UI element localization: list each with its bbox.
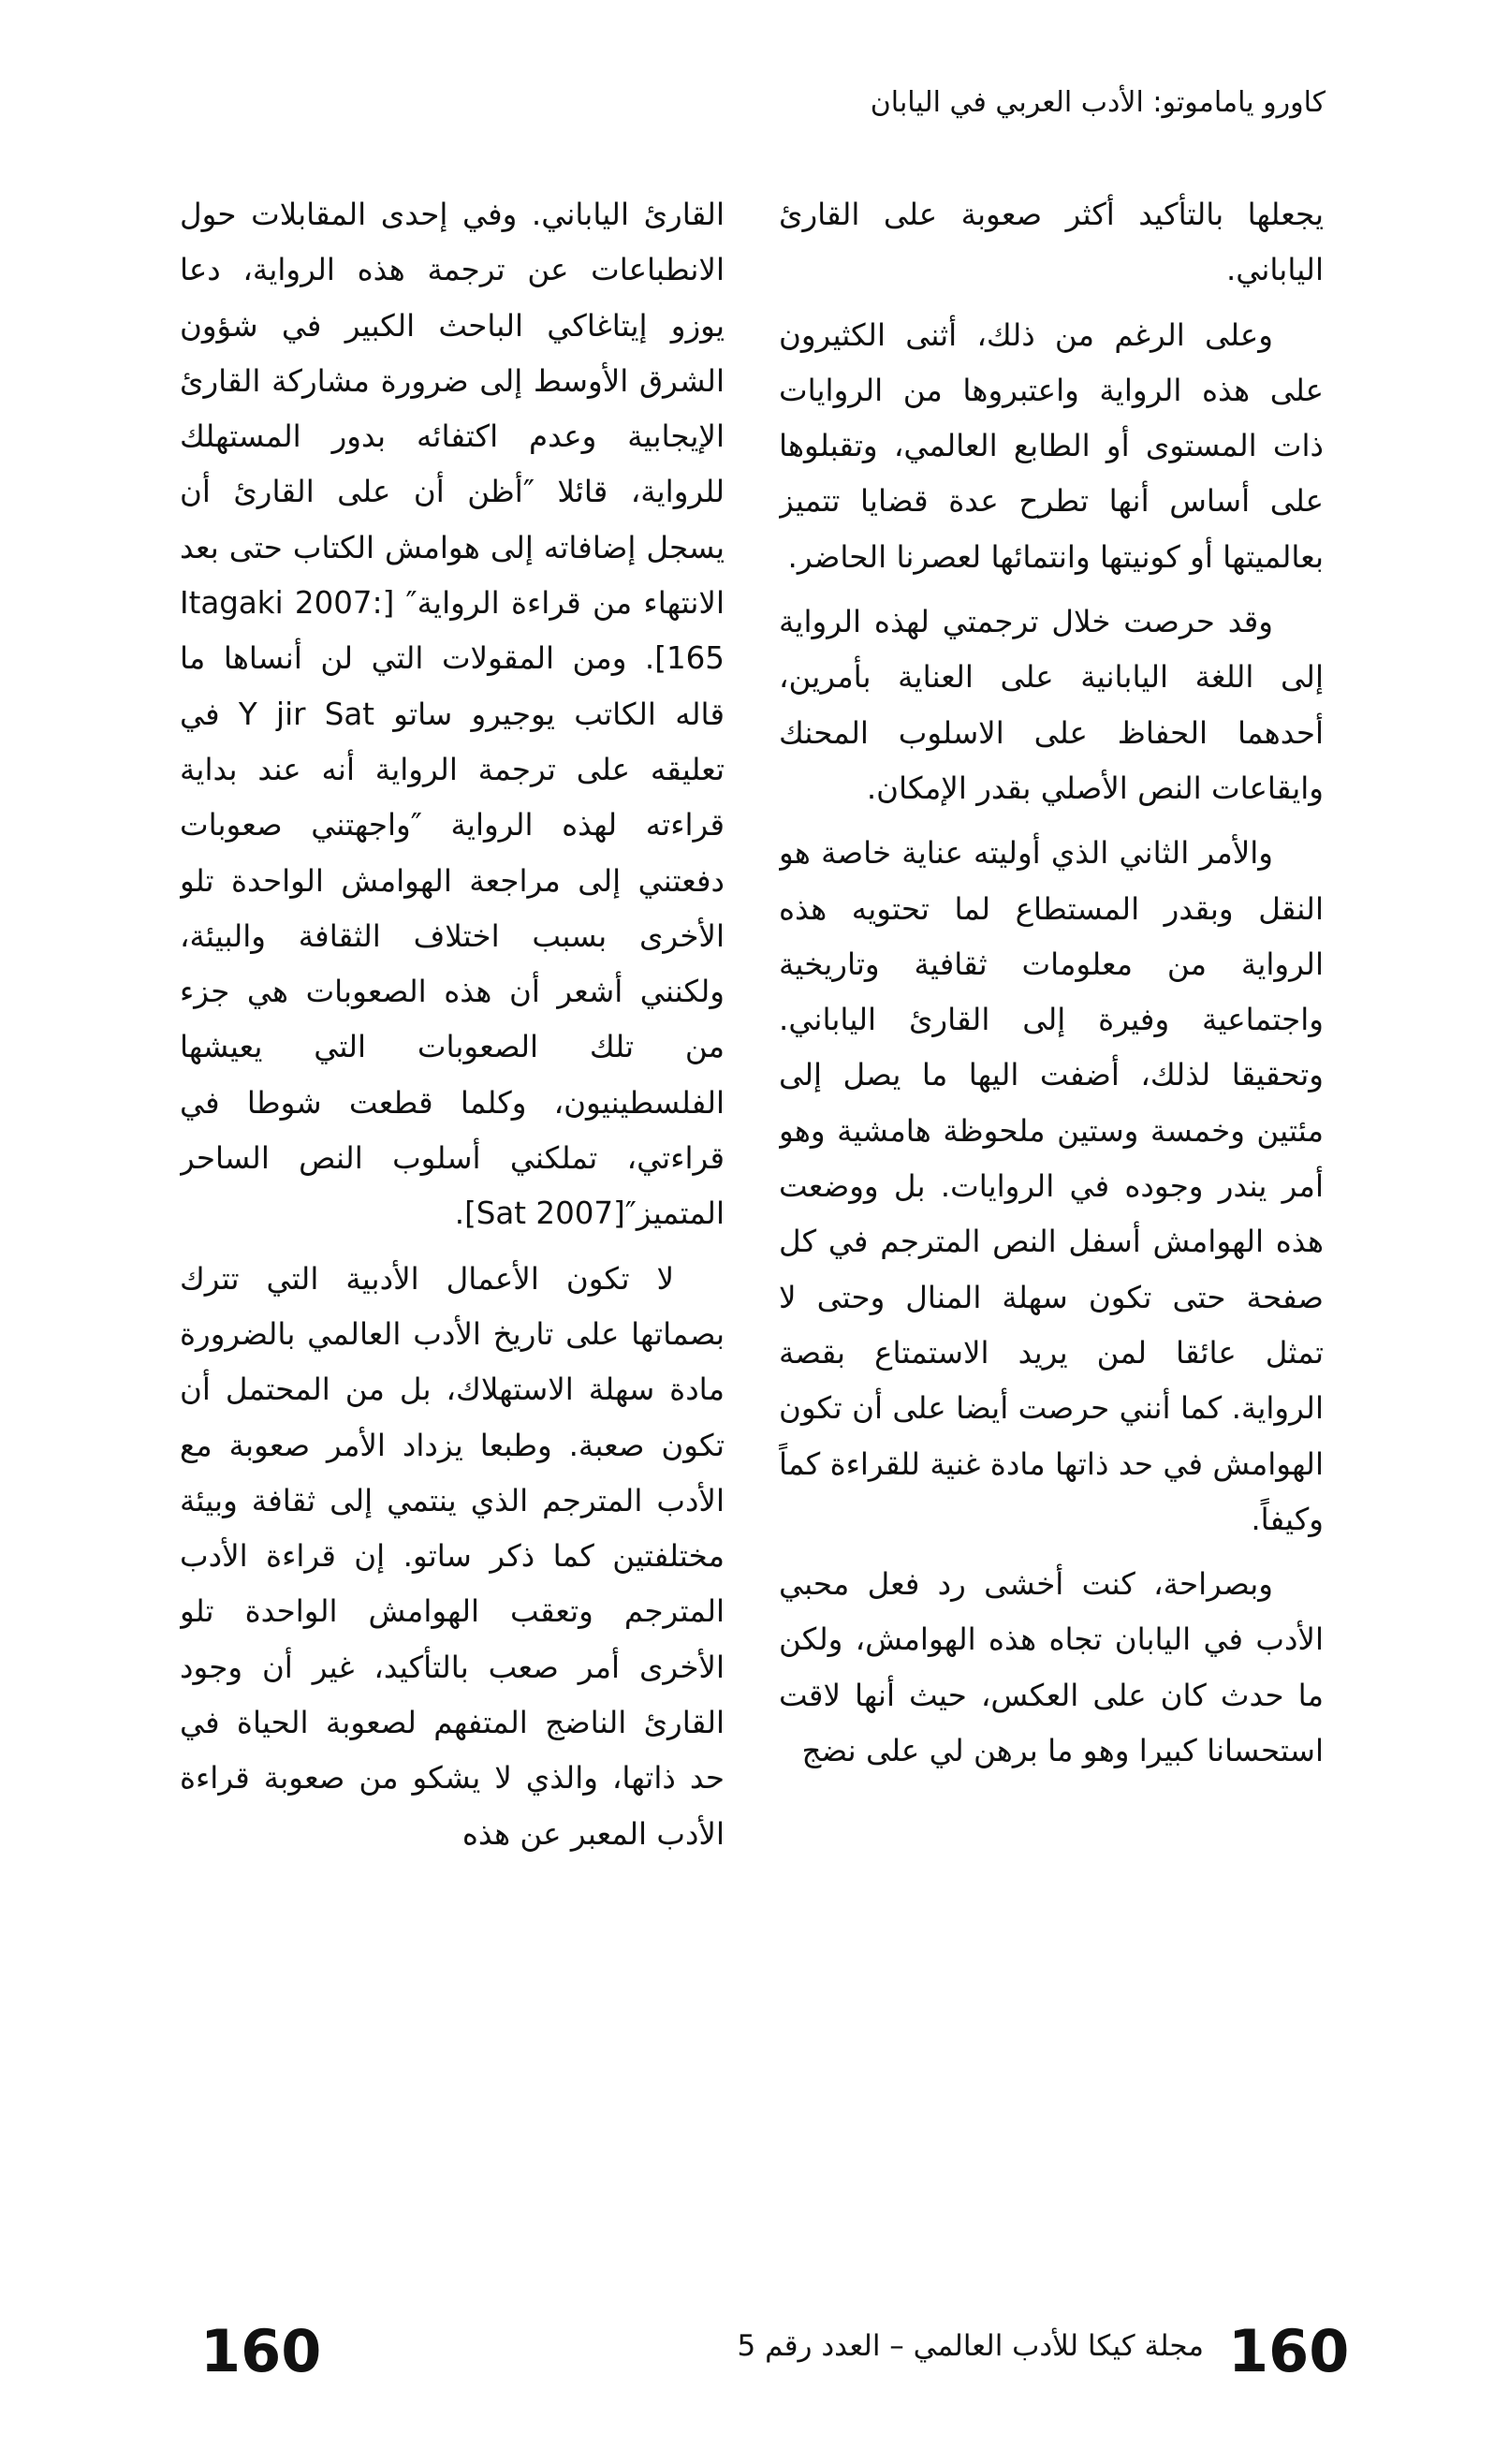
paragraph: يجعلها بالتأكيد أكثر صعوبة على القارئ الياباني. xyxy=(779,197,1324,288)
paragraph: وعلى الرغم من ذلك، أثنى الكثيرون على هذه الرواية واعتبروها من الروايات ذات المستوى أو الطابع العالمي، وتقبلوها على أساس أنها تطرح عدة قضايا تتميز بعالميتها أو كونيتها وانتمائها لعصرنا الحاضر. xyxy=(779,316,1324,575)
page-number-right: 160 xyxy=(1228,2317,1350,2385)
right-column xyxy=(779,187,1324,2303)
page-number-left: 160 xyxy=(200,2317,322,2385)
paragraph: وقد حرصت خلال ترجمتي لهذه الرواية إلى اللغة اليابانية على العناية بأمرين، أحدهما الحفاظ على الاسلوب المحنك وايقاعات النص الأصلي بقدر الإمكان. xyxy=(779,604,1324,806)
left-column xyxy=(180,187,725,2303)
paragraph: القارئ الياباني. وفي إحدى المقابلات حول الانطباعات عن ترجمة هذه الرواية، دعا يوزو إيتاغاكي الباحث الكبير في شؤون الشرق الأوسط إلى ضرورة مشاركة القارئ الإيجابية وعدم اكتفائه بدور المستهلك للرواية، قائلا ″أظن أن على القارئ أن يسجل إضافاته إلى هوامش الكتاب حتى بعد الانتهاء من قراءة الرواية″ [Itagaki 2007: 165]. ومن المقولات التي لن أنساها ما قاله الكاتب يوجيرو ساتو Y jir Sat في تعليقه على ترجمة الرواية أنه عند بداية قراءته لهذه الرواية ″واجهتني صعوبات دفعتني إلى مراجعة الهوامش الواحدة تلو الأخرى بسبب اختلاف الثقافة والبيئة، ولكنني أشعر أن هذه الصعوبات هي جزء من تلك الصعوبات التي يعيشها الفلسطينيون، وكلما قطعت شوطا في قراءتي، تملكني أسلوب النص الساحر المتميز″[Sat 2007]. xyxy=(180,197,725,1232)
journal-title: مجلة كيكا للأدب العالمي – العدد رقم 5 xyxy=(737,2329,1204,2363)
paragraph: والأمر الثاني الذي أوليته عناية خاصة هو النقل وبقدر المستطاع لما تحتويه هذه الرواية من معلومات ثقافية وتاريخية واجتماعية وفيرة إلى القارئ الياباني. وتحقيقا لذلك، أضفت اليها ما يصل إلى مئتين وخمسة وستين ملحوظة هامشية وهو أمر يندر وجوده في الروايات. بل ووضعت هذه الهوامش أسفل النص المترجم في كل صفحة حتى تكون سهلة المنال وحتى لا تمثل عائقا لمن يريد الاستمتاع بقصة الرواية. كما أنني حرصت أيضا على أن تكون الهوامش في حد ذاتها مادة غنية للقراءة كماً وكيفاً. xyxy=(779,835,1324,1537)
paragraph: لا تكون الأعمال الأدبية التي تترك بصماتها على تاريخ الأدب العالمي بالضرورة مادة سهلة الاستهلاك، بل من المحتمل أن تكون صعبة. وطبعا يزداد الأمر صعوبة مع الأدب المترجم الذي ينتمي إلى ثقافة وبيئة مختلفتين كما ذكر ساتو. إن قراءة الأدب المترجم وتعقب الهوامش الواحدة تلو الأخرى أمر صعب بالتأكيد، غير أن وجود القارئ الناضج المتفهم لصعوبة الحياة في حد ذاتها، والذي لا يشكو من صعوبة قراءة الأدب المعبر عن هذه xyxy=(180,1260,725,1852)
paragraph: وبصراحة، كنت أخشى رد فعل محبي الأدب في اليابان تجاه هذه الهوامش، ولكن ما حدث كان على العكس، حيث أنها لاقت استحسانا كبيرا وهو ما برهن لي على نضج xyxy=(779,1566,1324,1769)
running-header: كاورو ياماموتو: الأدب العربي في اليابان xyxy=(870,86,1326,119)
